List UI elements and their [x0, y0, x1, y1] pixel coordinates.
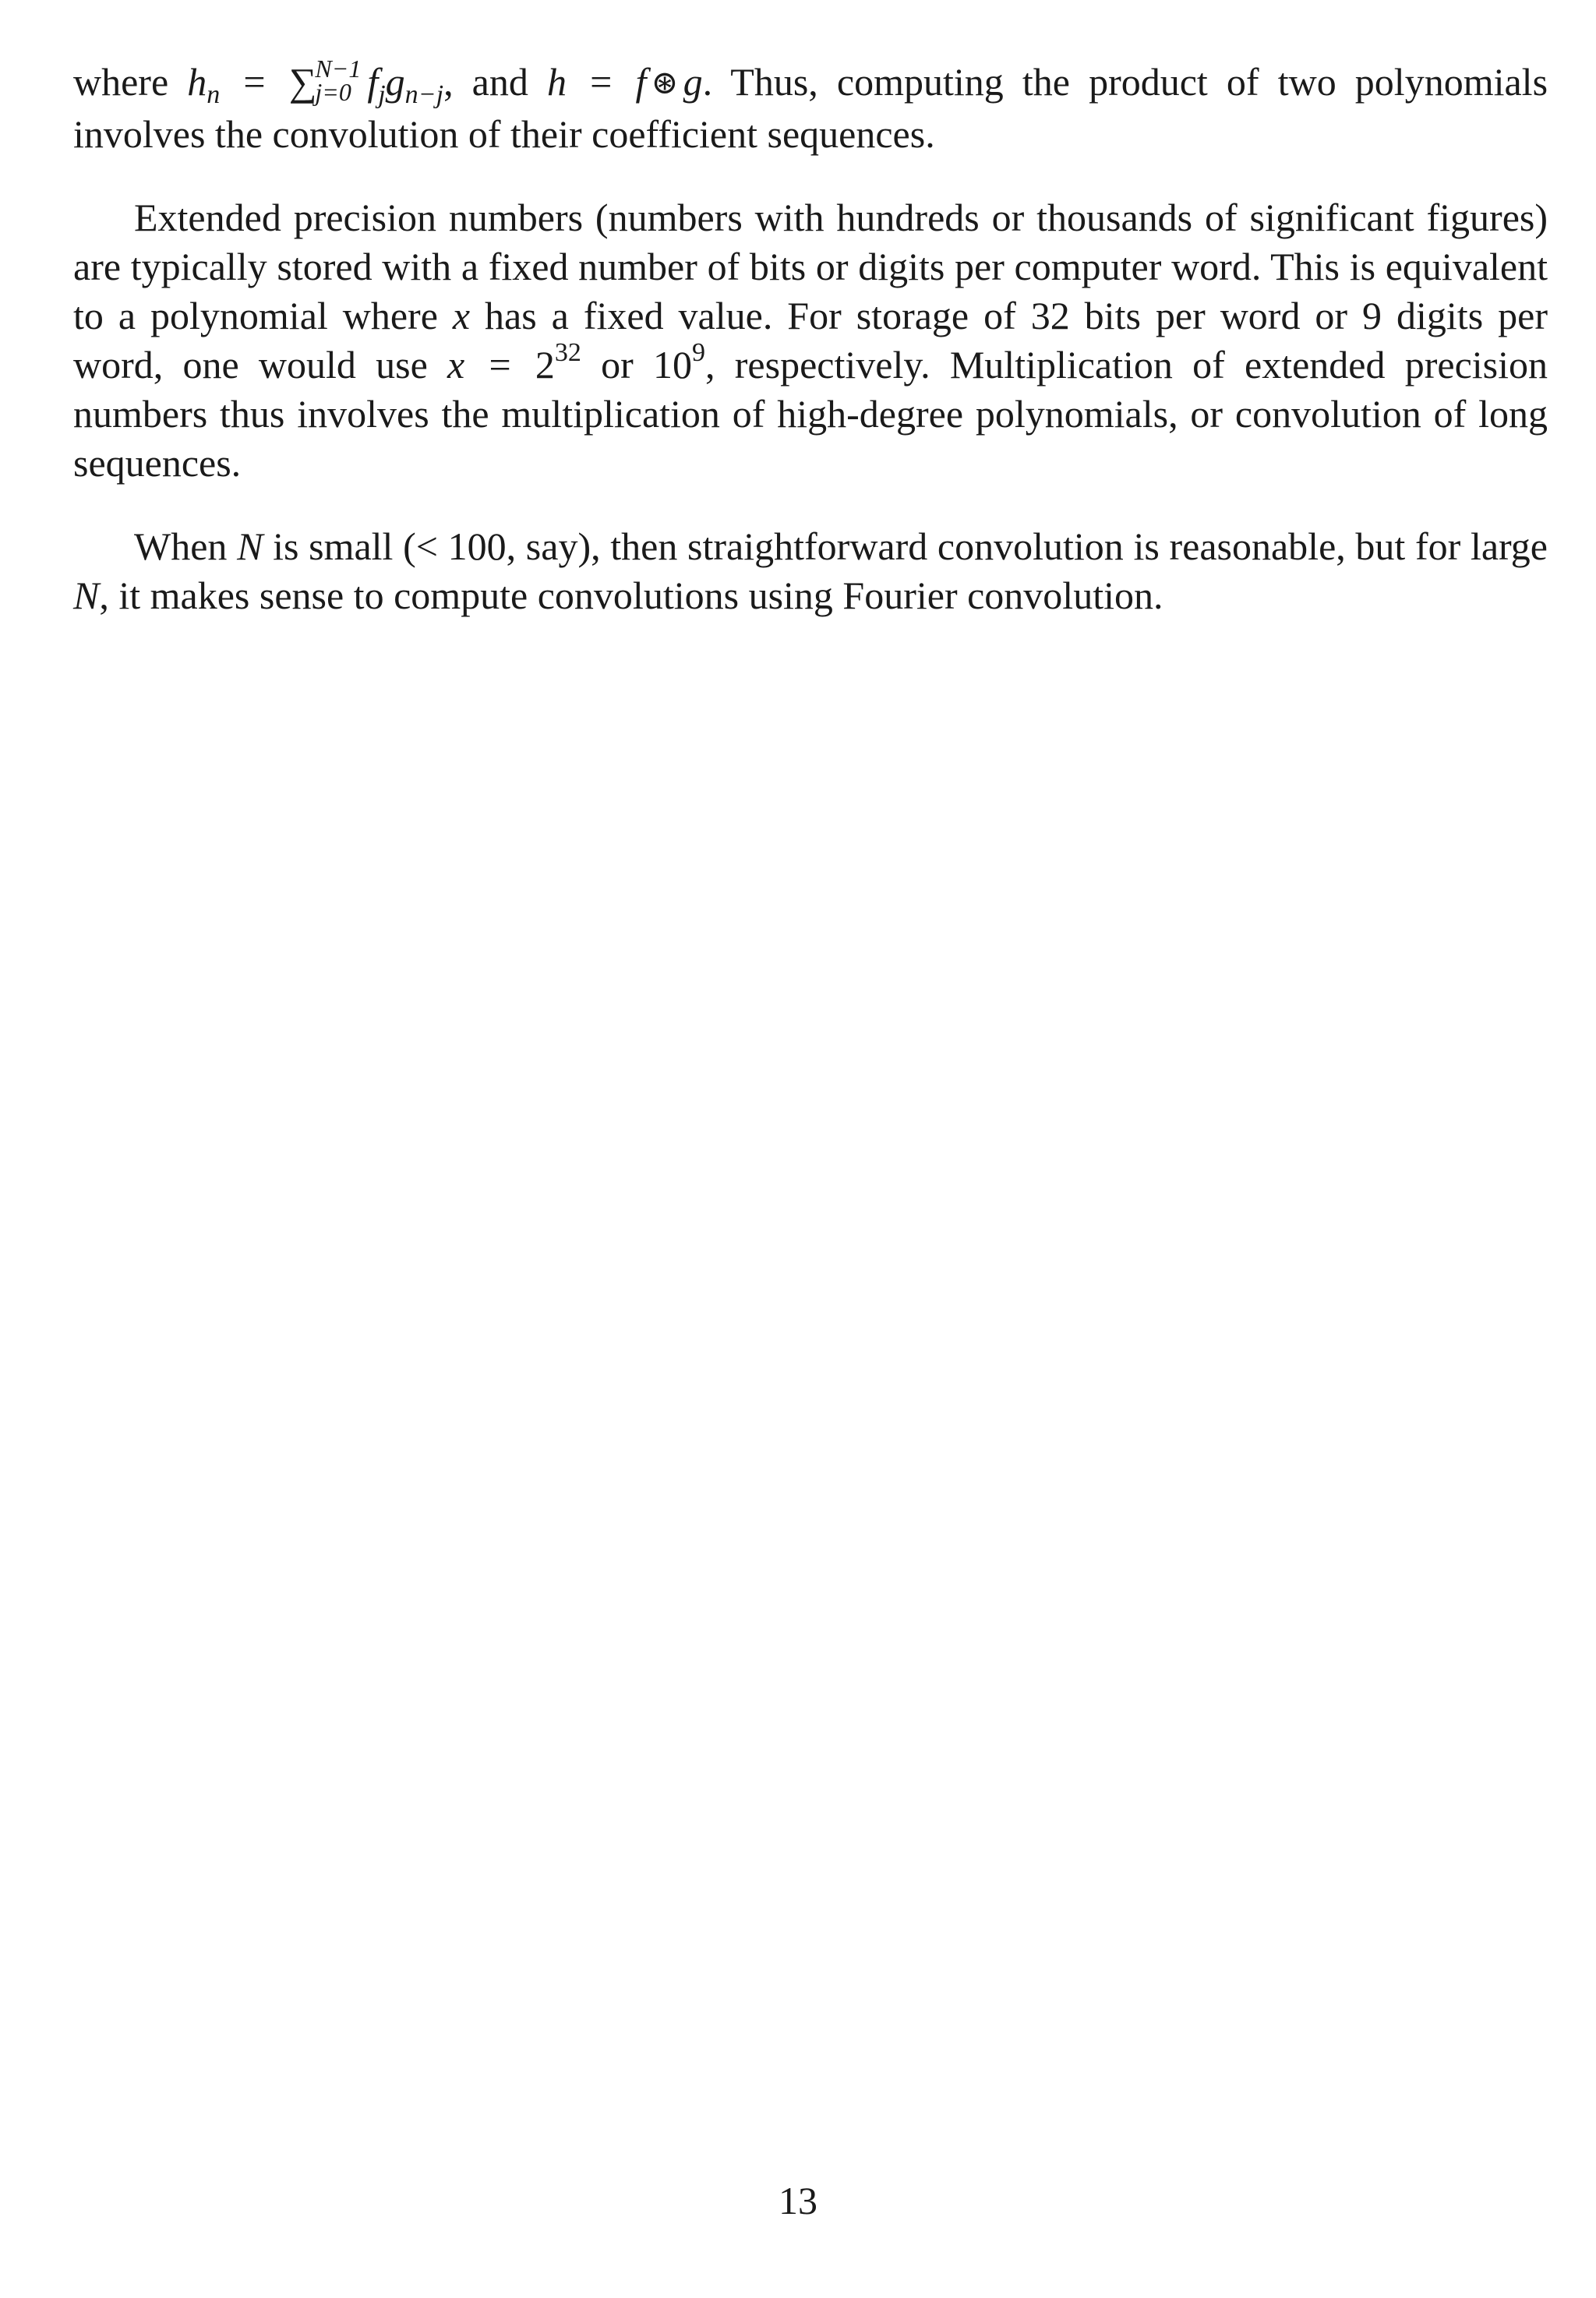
- math-base-2: 2: [535, 343, 555, 387]
- math-g: g: [385, 60, 405, 104]
- math-h: h: [547, 60, 567, 104]
- summation-limits: [315, 54, 362, 106]
- math-x: x: [447, 343, 465, 387]
- page-number: 13: [779, 2179, 817, 2222]
- math-exponent-9: 9: [692, 338, 706, 367]
- math-g: g: [683, 60, 703, 104]
- math-less-than: <: [415, 524, 438, 568]
- text-span: 100, say), then straightforward convolution is reasonable, but for large: [437, 524, 1548, 568]
- text-span: . Thus, computing the product of two polynomials involves the convolution of their coefficient sequences.: [73, 60, 1548, 156]
- text-span: , and: [443, 60, 547, 104]
- math-equals: =: [590, 60, 613, 104]
- math-x: x: [452, 294, 471, 337]
- paragraph-extended-precision: [73, 193, 1548, 488]
- math-f: f: [635, 60, 647, 104]
- text-span: , respectively. Multiplication of extended precision numbers thus involves the multiplication of high-degree polynomials, or convolution of long sequences.: [73, 343, 1548, 485]
- math-equals: =: [243, 60, 266, 104]
- text-span: is small (: [263, 524, 416, 568]
- convolution-operator: ⊛: [651, 65, 679, 101]
- text-span: or: [581, 343, 654, 387]
- summation-lower-limit: j=0: [315, 77, 351, 106]
- paragraph-fourier-convolution: [73, 522, 1548, 620]
- math-equals: =: [489, 343, 511, 387]
- math-base-10: 10: [653, 343, 693, 387]
- text-span: has a fixed value. For storage of 32 bits per word or 9 digits per word, one would use: [73, 294, 1548, 387]
- summation-symbol: ∑: [288, 60, 317, 104]
- math-sub-n-minus-j: n−j: [404, 80, 444, 109]
- math-sub-n: n: [207, 80, 221, 109]
- summation-upper-limit: N−1: [315, 54, 362, 83]
- math-N: N: [73, 574, 100, 617]
- text-span: where: [73, 60, 188, 104]
- paragraph-polynomial-product: [73, 54, 1548, 159]
- math-N: N: [237, 524, 263, 568]
- page-body: [73, 54, 1548, 620]
- text-span: When: [134, 524, 238, 568]
- math-f: f: [367, 60, 379, 104]
- math-exponent-32: 32: [554, 338, 581, 367]
- math-sub-j: j: [378, 80, 386, 109]
- text-span: , it makes sense to compute convolutions using Fourier convolution.: [99, 574, 1163, 617]
- math-h: h: [187, 60, 207, 104]
- text-span: Extended precision numbers (numbers with hundreds or thousands of significant figures) are typically stored with a fixed number of bits or digits per computer word. This is equivalent to a polynomial where: [73, 196, 1548, 337]
